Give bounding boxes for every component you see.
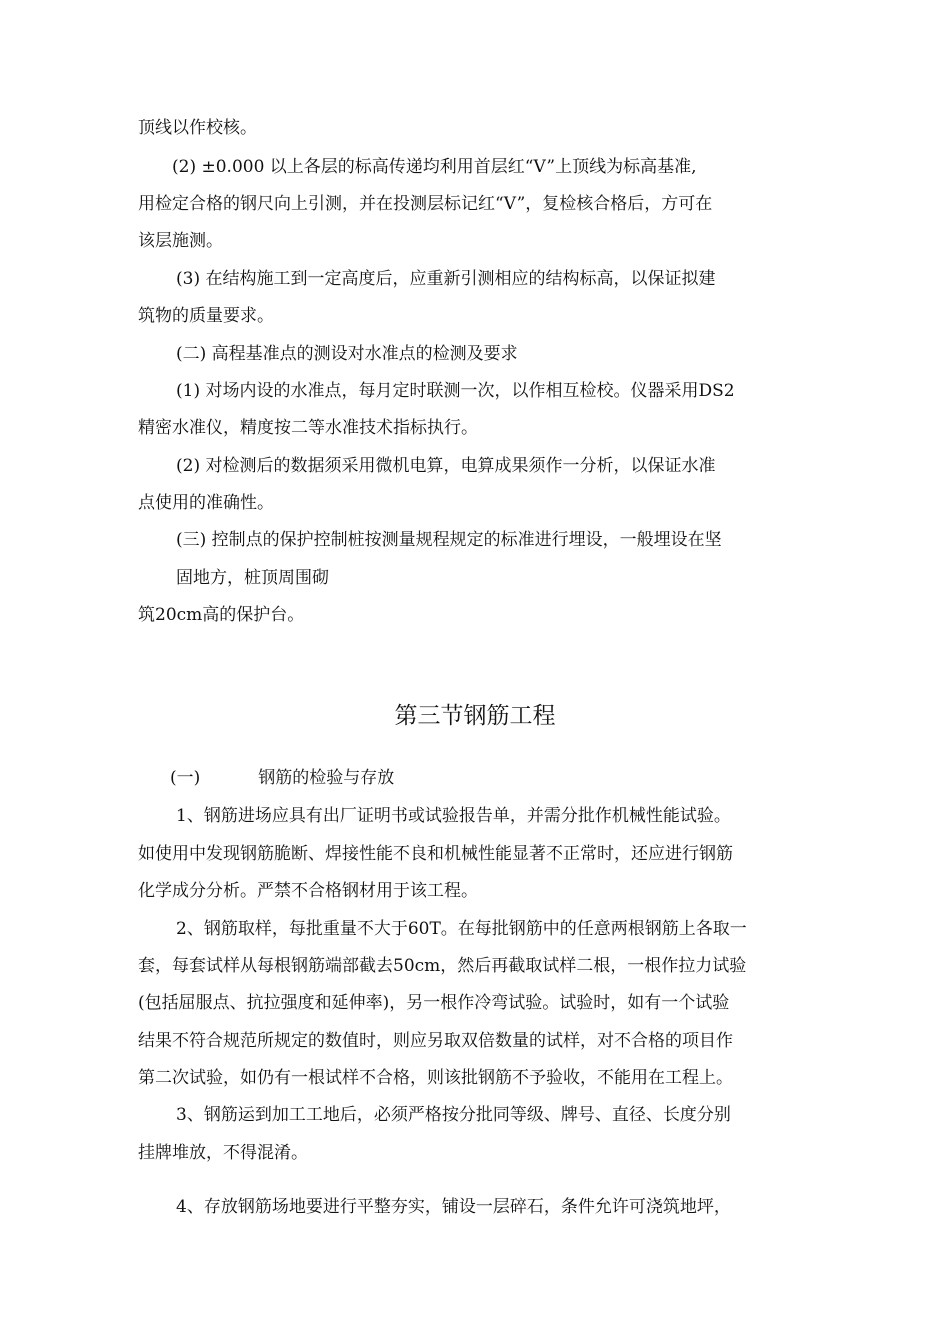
paragraph-line: 如使用中发现钢筋脆断、焊接性能不良和机械性能显著不正常时，还应进行钢筋	[138, 844, 733, 864]
paragraph-line: 用检定合格的钢尺向上引测，并在投测层标记红“V”，复检核合格后，方可在	[138, 194, 713, 214]
paragraph-line: (2) ±0.000 以上各层的标高传递均利用首层红“V”上顶线为标高基准,	[172, 157, 697, 177]
paragraph-line: (三) 控制点的保护控制桩按测量规程规定的标准进行埋设，一般埋设在坚	[176, 530, 722, 550]
paragraph-line: 第二次试验，如仍有一根试样不合格，则该批钢筋不予验收，不能用在工程上。	[138, 1068, 733, 1088]
paragraph-line: 点使用的准确性。	[138, 493, 274, 513]
subsection-number: (一)	[170, 768, 201, 788]
paragraph-line: 4、存放钢筋场地要进行平整夯实，铺设一层碎石，条件允许可浇筑地坪，	[176, 1197, 731, 1217]
paragraph-line: 顶线以作校核。	[138, 118, 257, 138]
paragraph-line: 挂牌堆放，不得混淆。	[138, 1143, 308, 1163]
paragraph-line: (包括屈服点、抗拉强度和延伸率)，另一根作冷弯试验。试验时，如有一个试验	[138, 993, 730, 1013]
paragraph-line: 套，每套试样从每根钢筋端部截去50cm，然后再截取试样二根，一根作拉力试验	[138, 956, 747, 976]
paragraph-line: 化学成分分析。严禁不合格钢材用于该工程。	[138, 881, 478, 901]
paragraph-line: (二) 高程基准点的测设对水准点的检测及要求	[176, 344, 518, 364]
paragraph-line: (3) 在结构施工到一定高度后，应重新引测相应的结构标高，以保证拟建	[176, 269, 716, 289]
paragraph-line: 该层施测。	[138, 231, 223, 251]
section-title: 第三节钢筋工程	[394, 703, 556, 729]
paragraph-line: 筑20cm高的保护台。	[138, 605, 305, 625]
paragraph-line: 固地方，桩顶周围砌	[176, 568, 329, 588]
paragraph-line: (2) 对检测后的数据须采用微机电算，电算成果须作一分析，以保证水准	[176, 456, 716, 476]
subsection-heading	[170, 767, 394, 789]
paragraph-line: 1、钢筋进场应具有出厂证明书或试验报告单，并需分批作机械性能试验。	[176, 806, 731, 826]
paragraph-line: 精密水准仪，精度按二等水准技术指标执行。	[138, 418, 478, 438]
paragraph-line: 3、钢筋运到加工工地后，必须严格按分批同等级、牌号、直径、长度分别	[176, 1105, 731, 1125]
paragraph-line: 2、钢筋取样，每批重量不大于60T。在每批钢筋中的任意两根钢筋上各取一	[176, 919, 747, 939]
subsection-title: 钢筋的检验与存放	[258, 768, 395, 788]
paragraph-line: 筑物的质量要求。	[138, 306, 274, 326]
paragraph-line: (1) 对场内设的水准点，每月定时联测一次，以作相互检校。仪器采用DS2	[176, 381, 735, 401]
paragraph-line: 结果不符合规范所规定的数值时，则应另取双倍数量的试样，对不合格的项目作	[138, 1031, 733, 1051]
